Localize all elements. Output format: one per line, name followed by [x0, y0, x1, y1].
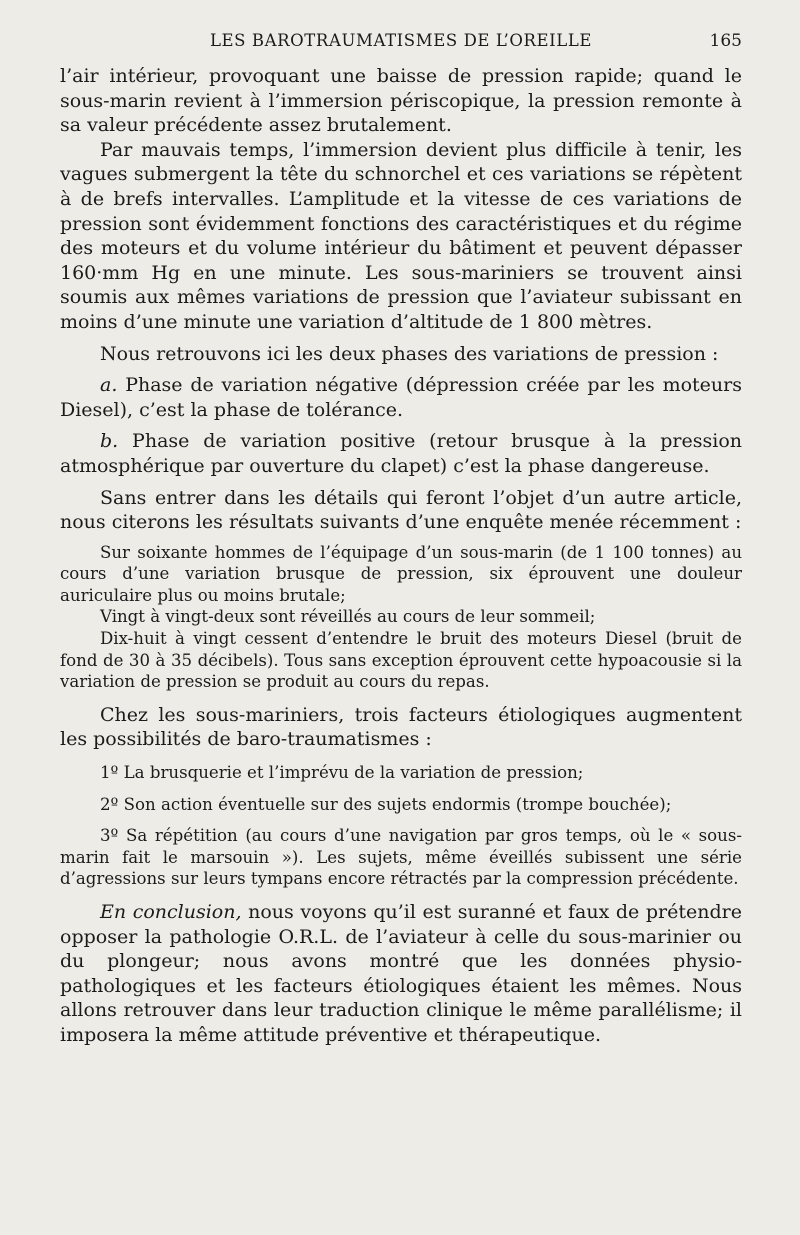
paragraph-conclusion — [60, 900, 742, 1048]
page-number: 165 — [709, 31, 742, 51]
paragraph-bad-weather: Par mauvais temps, l’immersion devient plus difficile à tenir, les vagues submergent la tête du schnorchel et ces variations se répètent à de brefs intervalles. L’amplitude et la vitesse de ces variations de pression sont évidemment fonctions des caractéristiques et du régime des moteurs et du volume intérieur du bâtiment et peuvent dépasser 160·mm Hg en une minute. Les sous-mariniers se trouvent ainsi soumis aux mêmes variations de pression que l’aviateur subissant en moins d’une minute une variation d’altitude de 1 800 mètres. — [60, 138, 742, 333]
factor-2: 2º Son action éventuelle sur des sujets endormis (trompe bouchée); — [100, 794, 672, 814]
survey-result-2: Vingt à vingt-deux sont réveillés au cours de leur sommeil; — [100, 607, 596, 627]
factor-1: 1º La brusquerie et l’imprévu de la variation de pression; — [100, 763, 584, 783]
list-item-phase-a — [60, 373, 742, 422]
conclusion-label: En conclusion, — [100, 901, 242, 923]
body-text — [60, 64, 742, 1048]
list-text-a: Phase de variation négative (dépression créée par les moteurs Diesel), c’est la phase de tolérance. — [60, 374, 743, 421]
survey-results — [60, 542, 742, 693]
conclusion-text: nous voyons qu’il est suranné et faux de prétendre opposer la pathologie O.R.L. de l’aviateur à celle du sous-marinier ou du plongeur; nous avons montré que les données physio-pathologiques et les facteurs étiologiques étaient les mêmes. Nous allons retrouver dans leur traduction clinique le même parallélisme; il imposera la même attitude préventive et thérapeutique. — [60, 901, 742, 1046]
factor-list — [60, 762, 742, 890]
survey-result-3: Dix-huit à vingt cessent d’entendre le bruit des moteurs Diesel (bruit de fond de 30 à 35 décibels). Tous sans exception éprouvent cette hypoacousie si la variation de pression se produit au cours du repas. — [60, 629, 742, 692]
running-head — [60, 24, 742, 58]
list-label-a: a. — [100, 374, 118, 397]
paragraph-continuation: l’air intérieur, provoquant une baisse de pression rapide; quand le sous-marin revient à l’immersion périscopique, la pression remonte à sa valeur précédente assez brutalement. — [60, 65, 742, 137]
list-item-phase-b — [60, 429, 742, 478]
factor-3: 3º Sa répétition (au cours d’une navigation par gros temps, où le « sous-marin fait le marsouin »). Les sujets, même éveillés subissent une série d’agressions sur leurs tympans encore rétractés par la compression précédente. — [60, 826, 742, 889]
paragraph-survey-intro: Sans entrer dans les détails qui feront l’objet d’un autre article, nous citerons les résultats suivants d’une enquête menée récemment : — [60, 486, 742, 534]
paragraph-factors-intro: Chez les sous-mariniers, trois facteurs étiologiques augmentent les possibilités de baro-traumatismes : — [60, 703, 742, 751]
list-label-b: b. — [100, 430, 119, 453]
paragraph-two-phases: Nous retrouvons ici les deux phases des variations de pression : — [100, 342, 719, 365]
survey-result-1: Sur soixante hommes de l’équipage d’un sous-marin (de 1 100 tonnes) au cours d’une variation brusque de pression, six éprouvent une douleur auriculaire plus ou moins brutale; — [60, 542, 742, 605]
running-head-title: LES BAROTRAUMATISMES DE L’OREILLE — [209, 31, 593, 50]
list-text-b: Phase de variation positive (retour brusque à la pression atmosphérique par ouverture du clapet) c’est la phase dangereuse. — [60, 430, 742, 477]
